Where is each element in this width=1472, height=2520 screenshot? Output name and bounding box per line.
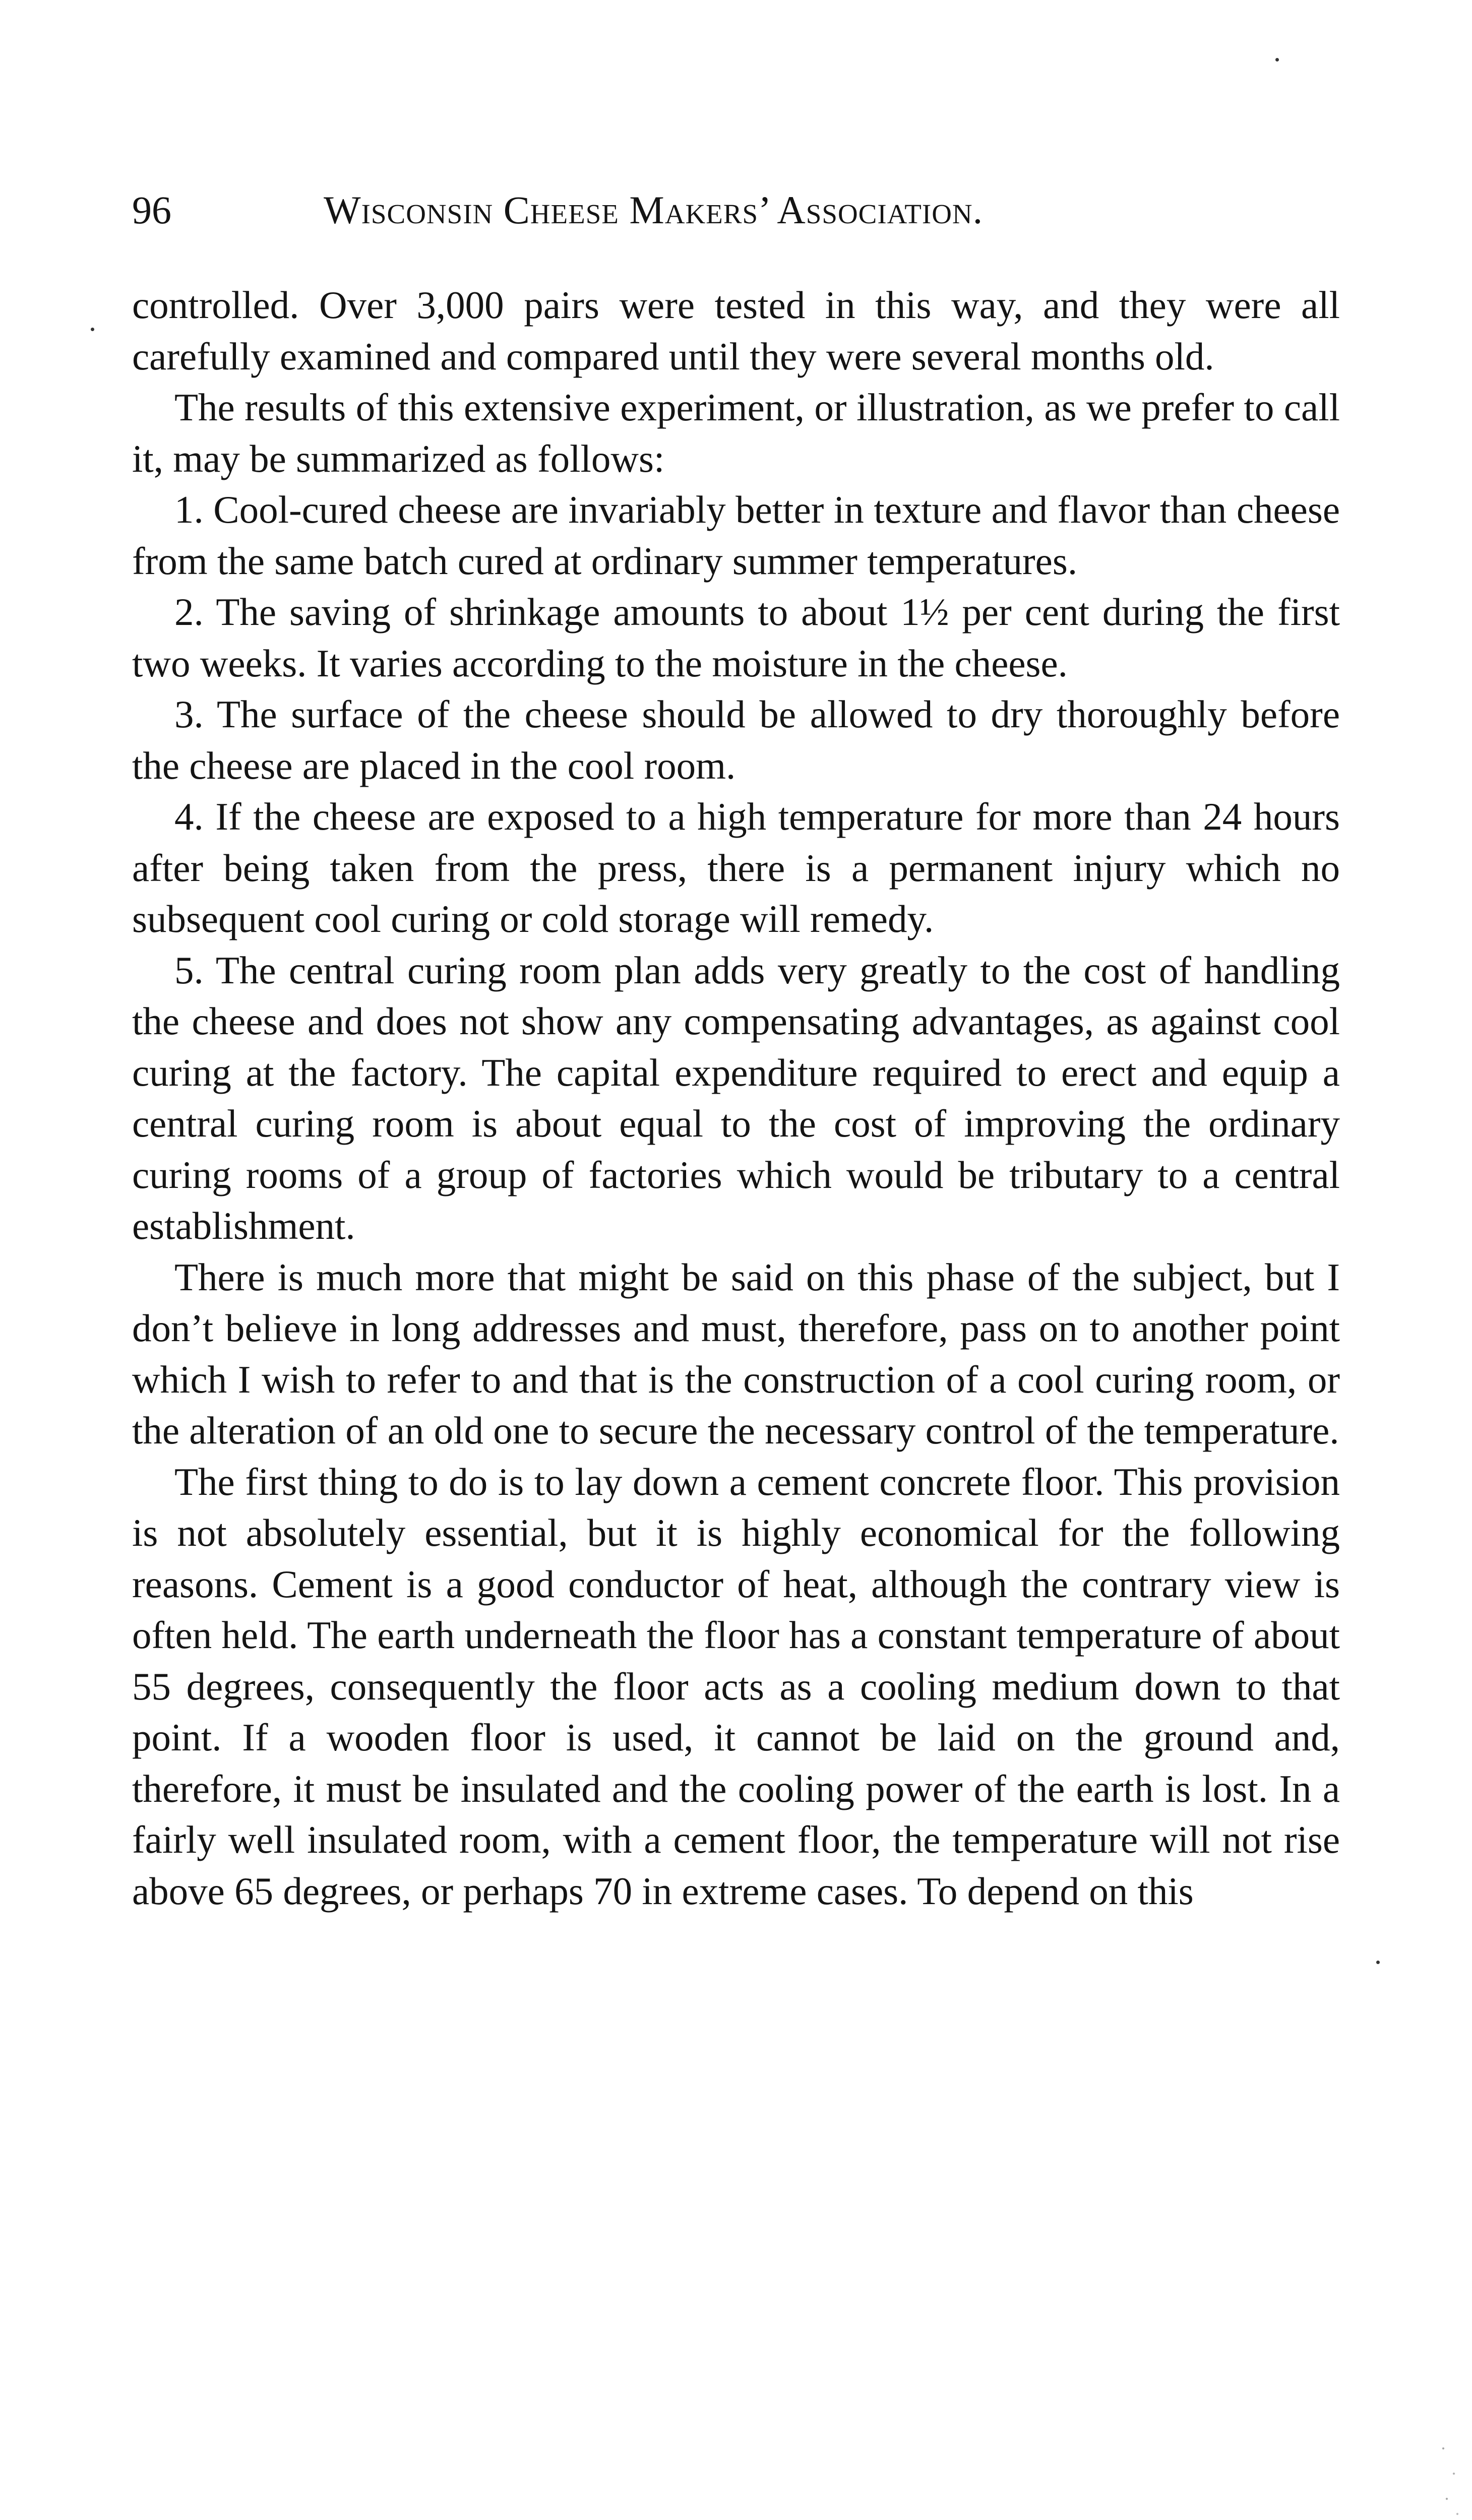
scan-speck — [1376, 1961, 1380, 1964]
list-item-3: 3. The surface of the cheese should be allowed to dry thoroughly before the cheese are placed in the cool room. — [132, 692, 1340, 787]
paragraph-results-intro: The results of this extensive experiment, or illustration, as we prefer to call it, may be summarized as follows: — [132, 386, 1340, 480]
scan-speck — [1275, 58, 1279, 61]
paragraph-cement-floor: The first thing to do is to lay down a cement concrete floor. This provision is not absolutely essential, but it is highly economical for the following reasons. Cement is a good conductor of heat, although the contrary view is often held. The earth underneath the floor has a constant temperature of about 55 degrees, consequently the floor acts as a cooling medium down to that point. If a wooden floor is used, it cannot be laid on the ground and, therefore, it must be insulated and the cooling power of the earth is lost. In a fairly well insulated room, with a cement floor, the temperature will not rise above 65 degrees, or perhaps 70 in extreme cases. To depend on this — [132, 1460, 1340, 1913]
list-item-5: 5. The central curing room plan adds very greatly to the cost of handling the cheese and does not show any compensating advantages, as against cool curing at the factory. The capital expenditure required to erect and equip a central curing room is about equal to the cost of improving the ordinary curing rooms of a group of factories which would be tributary to a central establishment. — [132, 948, 1340, 1247]
list-item-2: 2. The saving of shrinkage amounts to about 1½ per cent during the first two weeks. It varies according to the moisture in the cheese. — [132, 590, 1340, 685]
body-text — [132, 280, 1340, 1917]
paragraph-continued: controlled. Over 3,000 pairs were tested in this way, and they were all carefully examined and compared until they were several months old. — [132, 283, 1340, 378]
page-header — [132, 182, 1342, 238]
scan-speck — [91, 328, 94, 331]
paragraph-construction: There is much more that might be said on this phase of the subject, but I don’t believe in long addresses and must, therefore, pass on to another point which I wish to refer to and that is the construction of a cool curing room, or the alteration of an old one to secure the necessary control of the temperature. — [132, 1255, 1340, 1452]
running-head: Wisconsin Cheese Makers’ Association. — [324, 188, 984, 232]
list-item-1: 1. Cool-cured cheese are invariably better in texture and flavor than cheese from the same batch cured at ordinary summer temperatures. — [132, 488, 1340, 583]
page-number: 96 — [132, 188, 171, 232]
list-item-4: 4. If the cheese are exposed to a high temperature for more than 24 hours after being taken from the press, there is a permanent injury which no subsequent cool curing or cold storage will remedy. — [132, 795, 1340, 940]
scan-edge-noise — [1433, 2428, 1468, 2520]
